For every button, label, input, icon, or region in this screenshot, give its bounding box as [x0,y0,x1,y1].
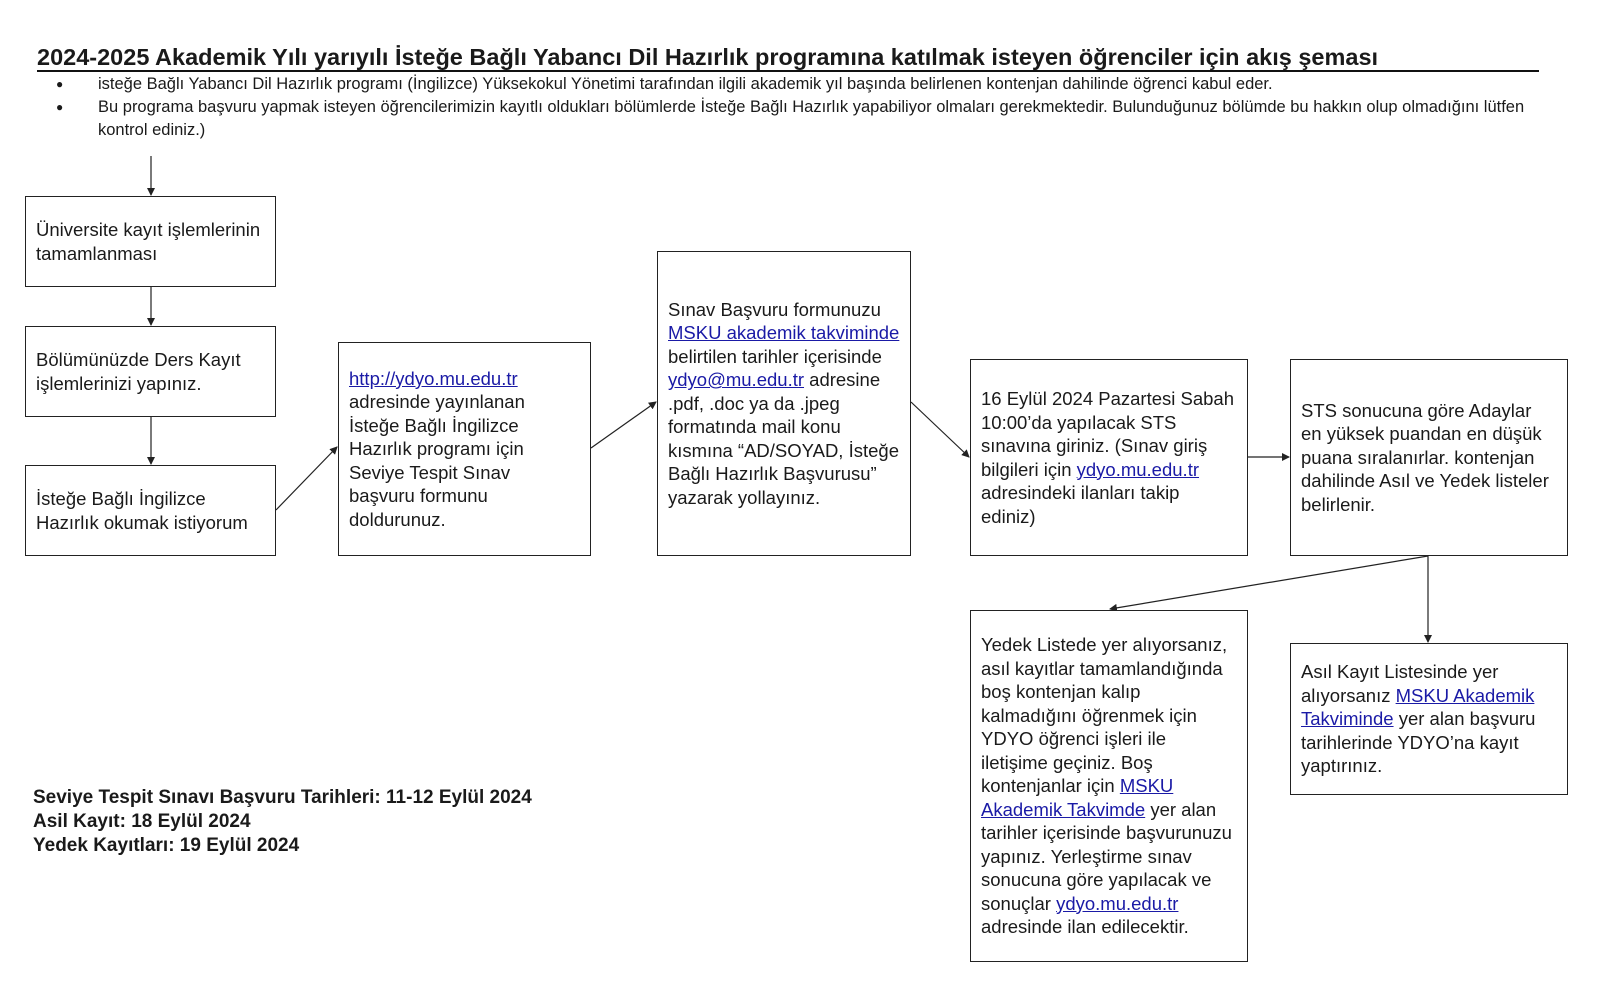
step-ranking-lists [1290,359,1568,556]
bullet-item: ● Bu programa başvuru yapmak isteyen öğrencilerimizin kayıtlı oldukları bölümlerde İsteğe Bağlı Hazırlık yapabiliyor olmaları gerekmektedir. Bulunduğunuz bölümde bu hakkın olup olmadığını lütfen kontrol ediniz.) [56,96,1566,142]
step-university-registration [25,196,276,287]
ydyo-website-link[interactable]: http://ydyo.mu.edu.tr [349,367,518,389]
academic-calendar-link[interactable]: MSKU Akademik Takvimde [981,775,1174,820]
arrow-b7-b8 [1110,556,1428,609]
important-dates [33,786,532,858]
academic-calendar-link[interactable]: MSKU Akademik Takviminde [1301,684,1535,730]
ydyo-website-link[interactable]: ydyo.mu.edu.tr [1056,892,1179,914]
step-text: Sınav Başvuru formunuzu [668,298,881,320]
step-text: adresinde yayınlanan İsteğe Bağlı İngilizce Hazırlık programı için Seviye Tespit Sınav başvuru formunu doldurunuz. [349,391,525,530]
arrow-b4-b5 [591,402,656,448]
date-line: Yedek Kayıtları: 19 Eylül 2024 [33,835,300,856]
page-title: 2024-2025 Akademik Yılı yarıyılı İsteğe Bağlı Yabancı Dil Hazırlık programına katılmak isteyen öğrenciler için akış şeması [37,44,1539,72]
step-send-application-email [657,251,911,556]
step-text: Asıl Kayıt Listesinde yer alıyorsanız [1301,661,1499,706]
step-take-sts-exam [970,359,1248,556]
step-course-registration [25,326,276,417]
step-fill-application-form [338,342,591,556]
date-line: Asil Kayıt: 18 Eylül 2024 [33,811,251,832]
step-text: Üniversite kayıt işlemlerinin tamamlanması [36,219,261,264]
step-text: adresindeki ilanları takip ediniz) [981,482,1180,527]
step-main-list-registration [1290,643,1568,795]
academic-calendar-link[interactable]: MSKU akademik takviminde [668,322,900,344]
step-text: adresinde ilan edilecektir. [981,916,1189,938]
step-reserve-list [970,610,1248,962]
arrow-b5-b6 [911,402,969,457]
step-text: adresine .pdf, .doc ya da .jpeg formatında mail konu kısmına “AD/SOYAD, İsteğe Bağlı Hazırlık Başvurusu” yazarak yollayınız. [668,369,899,508]
step-optional-prep-wish [25,465,276,556]
step-text: yer alan tarihler içerisinde başvurunuzu yapınız. Yerleştirme sınav sonucuna göre yapılacak ve sonuçlar [981,798,1232,914]
step-text: belirtilen tarihler içerisinde [668,345,882,367]
step-text: Bölümünüzde Ders Kayıt işlemlerinizi yapınız. [36,349,241,394]
step-text: 16 Eylül 2024 Pazartesi Sabah 10:00’da yapılacak STS sınavına giriniz. (Sınav giriş bilgileri için [981,388,1235,480]
ydyo-website-link[interactable]: ydyo.mu.edu.tr [1076,458,1199,480]
step-text: İsteğe Bağlı İngilizce Hazırlık okumak istiyorum [36,488,248,533]
arrow-b3-b4 [276,447,337,510]
ydyo-email-link[interactable]: ydyo@mu.edu.tr [668,369,805,391]
step-text: Yedek Listede yer alıyorsanız, asıl kayıtlar tamamlandığında boş kontenjan kalıp kalmadığını öğrenmek için YDYO öğrenci işleri ile iletişime geçiniz. Boş kontenjanlar için [981,634,1228,797]
step-text: STS sonucuna göre Adaylar en yüksek puandan en düşük puana sıralanırlar. kontenjan dahilinde Asıl ve Yedek listeler belirlenir. [1301,399,1549,515]
step-text: yer alan başvuru tarihlerinde YDYO’na kayıt yaptırınız. [1301,708,1536,777]
date-line: Seviye Tespit Sınavı Başvuru Tarihleri: 11-12 Eylül 2024 [33,787,532,808]
bullet-item: ● isteğe Bağlı Yabancı Dil Hazırlık programı (İngilizce) Yüksekokul Yönetimi tarafından ilgili akademik yıl başında belirlenen kontenjan dahilinde öğrenci kabul eder. [56,73,1566,96]
